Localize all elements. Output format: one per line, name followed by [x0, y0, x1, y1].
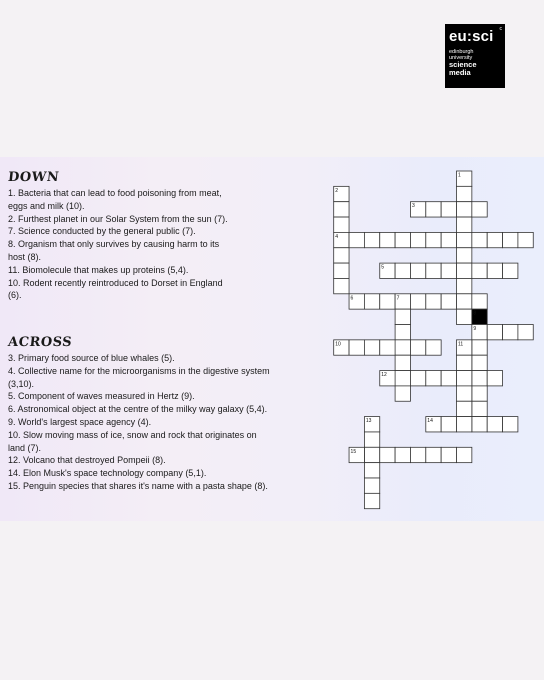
crossword-cell[interactable] [457, 248, 472, 263]
across-clue: 3. Primary food source of blue whales (5). [8, 353, 175, 363]
crossword-cell[interactable] [503, 263, 518, 278]
crossword-cell[interactable] [472, 340, 487, 355]
crossword-cell[interactable] [364, 340, 379, 355]
logo-superscript: c [499, 26, 502, 32]
crossword-cell[interactable] [457, 371, 472, 386]
crossword-cell[interactable] [395, 309, 410, 324]
crossword-cell[interactable] [334, 263, 349, 278]
crossword-cell[interactable] [395, 340, 410, 355]
crossword-cell[interactable] [472, 386, 487, 401]
crossword-cell[interactable] [457, 186, 472, 201]
crossword-cell[interactable] [426, 202, 441, 217]
across-clue: 9. World's largest space agency (4). [8, 416, 152, 427]
clue-number-3: 3 [411, 203, 415, 210]
down-heading: DOWN [7, 170, 60, 185]
crossword-cell[interactable] [364, 493, 379, 508]
clue-number-9: 9 [473, 326, 477, 332]
crossword-cell[interactable] [518, 232, 533, 247]
crossword-cell[interactable] [395, 355, 410, 370]
crossword-cell[interactable] [518, 325, 533, 340]
crossword-cell[interactable] [410, 294, 425, 309]
crossword-cell[interactable] [472, 202, 487, 217]
crossword-cell[interactable] [395, 263, 410, 278]
crossword-cell[interactable] [441, 294, 456, 309]
crossword-cell[interactable] [364, 463, 379, 478]
crossword-cell[interactable] [441, 447, 456, 462]
crossword-cell[interactable] [364, 232, 379, 247]
crossword-cell[interactable] [364, 478, 379, 493]
crossword-cell[interactable] [487, 263, 502, 278]
across-clue: 10. Slow moving mass of ice, snow and rock that originates on [8, 429, 257, 440]
crossword-cell[interactable] [410, 447, 425, 462]
clue-number-5: 5 [381, 264, 385, 271]
crossword-cell[interactable] [410, 371, 425, 386]
crossword-cell[interactable] [395, 386, 410, 401]
crossword-cell[interactable] [472, 417, 487, 432]
crossword-cell[interactable] [426, 232, 441, 247]
crossword-cell[interactable] [334, 202, 349, 217]
crossword-cell[interactable] [472, 263, 487, 278]
across-clue: 4. Collective name for the microorganisms in the digestive system [8, 365, 270, 376]
crossword-cell[interactable] [457, 447, 472, 462]
crossword-cell[interactable] [457, 217, 472, 232]
clue-number-2: 2 [335, 187, 338, 194]
crossword-cell[interactable] [472, 294, 487, 309]
clue-number-10: 10 [335, 341, 341, 348]
down-clue: 7. Science conducted by the general public (7). [8, 226, 196, 237]
crossword-cell[interactable] [487, 371, 502, 386]
crossword-cell[interactable] [395, 232, 410, 247]
crossword-cell[interactable] [426, 371, 441, 386]
crossword-cell[interactable] [364, 432, 379, 447]
logo-media-2: media [449, 68, 471, 77]
crossword-cell[interactable] [441, 371, 456, 386]
logo-brand: eu:sci [449, 28, 494, 45]
across-clue: 6. Astronomical object at the centre of the milky way galaxy (5,4). [8, 404, 268, 415]
crossword-cell[interactable] [380, 294, 395, 309]
crossword-cell[interactable] [472, 401, 487, 416]
across-clue: (3,10). [8, 378, 35, 389]
crossword-cell[interactable] [441, 417, 456, 432]
crossword-cell[interactable] [503, 325, 518, 340]
crossword-cell[interactable] [395, 325, 410, 340]
crossword-cell[interactable] [380, 447, 395, 462]
across-clue: 5. Component of waves measured in Hertz (9). [8, 391, 195, 402]
clue-number-15: 15 [350, 448, 357, 455]
crossword-cell[interactable] [426, 447, 441, 462]
crossword-cell[interactable] [472, 355, 487, 370]
crossword-cell[interactable] [349, 340, 364, 355]
down-clue: (6). [8, 290, 22, 301]
crossword-cell[interactable] [457, 294, 472, 309]
crossword-cell[interactable] [395, 371, 410, 386]
crossword-cell[interactable] [487, 232, 502, 247]
across-heading: ACROSS [7, 335, 73, 350]
crossword-cell[interactable] [410, 263, 425, 278]
clue-number-4: 4 [335, 233, 338, 240]
crossword-cell[interactable] [441, 263, 456, 278]
crossword-cell[interactable] [334, 248, 349, 263]
clue-number-14: 14 [427, 418, 433, 425]
clue-number-12: 12 [381, 372, 387, 379]
down-clue: 10. Rodent recently reintroduced to Dorset in England [8, 277, 223, 288]
crossword-cell[interactable] [364, 447, 379, 462]
crossword-cell[interactable] [457, 309, 472, 324]
crossword-cell[interactable] [380, 232, 395, 247]
crossword-cell[interactable] [349, 232, 364, 247]
crossword-cell[interactable] [364, 294, 379, 309]
crossword-cell[interactable] [334, 217, 349, 232]
crossword-cell[interactable] [426, 263, 441, 278]
crossword-cell[interactable] [503, 417, 518, 432]
clue-number-6: 6 [350, 295, 354, 302]
crossword-cell[interactable] [441, 202, 456, 217]
clue-number-13: 13 [365, 418, 372, 425]
crossword-cell[interactable] [395, 447, 410, 462]
clue-number-7: 7 [396, 295, 400, 302]
logo-university-1: edinburgh [449, 49, 474, 55]
crossword-cell[interactable] [457, 386, 472, 401]
clue-number-1: 1 [458, 172, 461, 179]
down-clue: 8. Organism that only survives by causing harm to its [8, 239, 220, 250]
across-clue: land (7). [8, 442, 42, 453]
logo-university-2: university [449, 55, 473, 61]
crossword-cell[interactable] [410, 232, 425, 247]
clue-number-11: 11 [458, 341, 464, 348]
down-clue: 11. Biomolecule that makes up proteins (5,4). [8, 264, 189, 275]
down-clue: host (8). [8, 251, 42, 262]
crossword-cell[interactable] [441, 232, 456, 247]
crossword-cell[interactable] [426, 294, 441, 309]
crossword-cell[interactable] [503, 232, 518, 247]
crossword-cell[interactable] [426, 340, 441, 355]
down-clue: 1. Bacteria that can lead to food poisoning from meat, [8, 188, 222, 198]
crossword-cell[interactable] [457, 417, 472, 432]
down-clue: eggs and milk (10). [8, 200, 85, 211]
crossword-cell[interactable] [457, 401, 472, 416]
crossword-cell[interactable] [487, 417, 502, 432]
crossword-cell[interactable] [472, 371, 487, 386]
clue-number-8: 8 [473, 310, 477, 317]
crossword-cell[interactable] [472, 232, 487, 247]
crossword-cell[interactable] [457, 263, 472, 278]
down-clue: 2. Furthest planet in our Solar System from the sun (7). [8, 213, 228, 224]
crossword-cell[interactable] [410, 340, 425, 355]
across-clue: 12. Volcano that destroyed Pompeii (8). [8, 455, 166, 466]
crossword-cell[interactable] [457, 202, 472, 217]
crossword-cell[interactable] [457, 232, 472, 247]
crossword-cell[interactable] [334, 278, 349, 293]
logo-media-1: science [449, 60, 477, 69]
crossword-cell[interactable] [457, 355, 472, 370]
crossword-cell[interactable] [457, 278, 472, 293]
across-clue: 15. Penguin species that shares it's name with a pasta shape (8). [8, 480, 268, 491]
crossword-cell[interactable] [487, 325, 502, 340]
crossword-cell[interactable] [380, 340, 395, 355]
across-clue: 14. Elon Musk's space technology company (5,1). [8, 468, 207, 479]
